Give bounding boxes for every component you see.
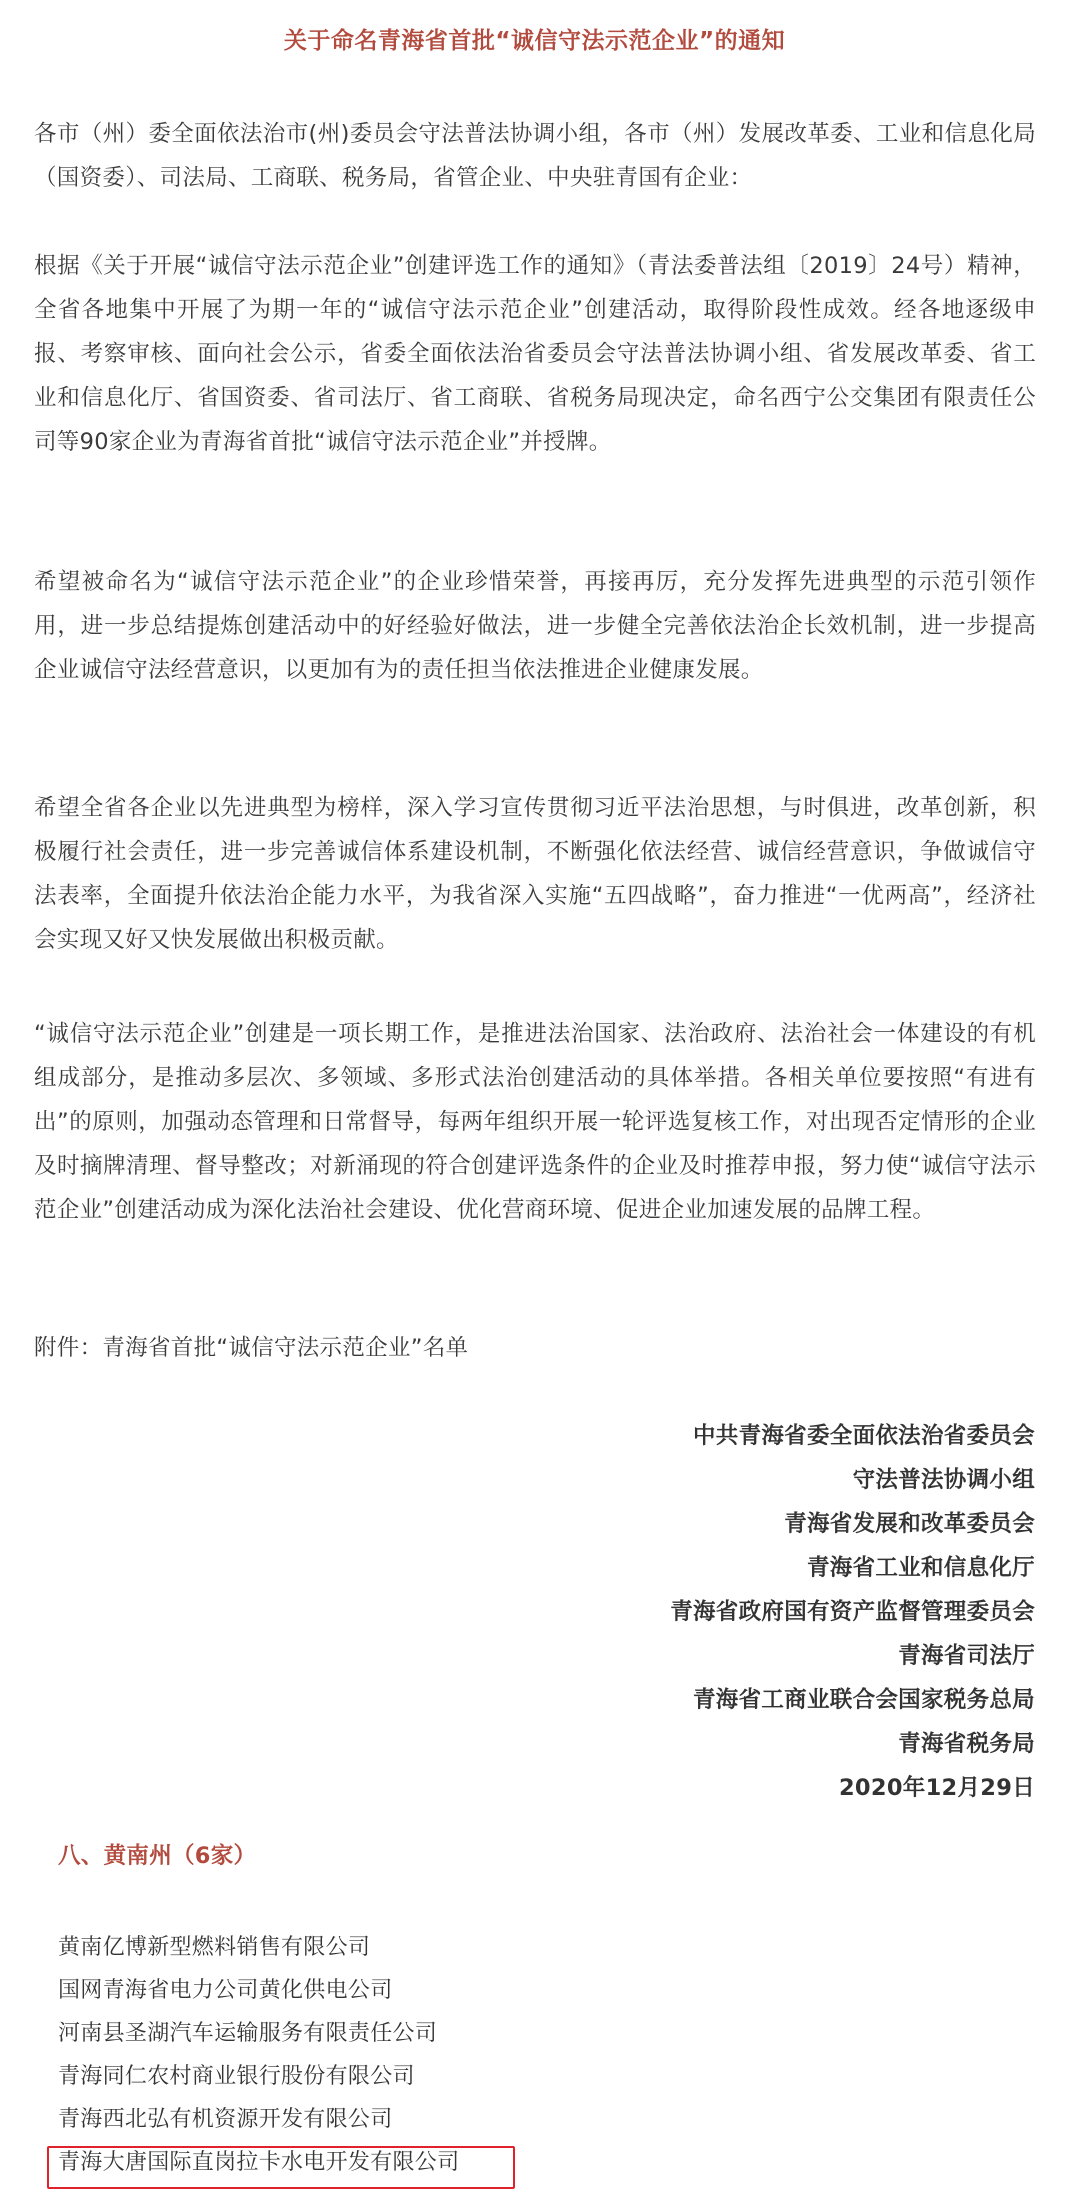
list-item-highlighted: 青海大唐国际直岗拉卡水电开发有限公司 (58, 2150, 460, 2175)
signoff-line: 青海省发展和改革委员会 (784, 1511, 1035, 1537)
list-item: 河南县圣湖汽车运输服务有限责任公司 (58, 2021, 438, 2046)
notice-title: 关于命名青海省首批“诚信守法示范企业”的通知 (283, 28, 786, 54)
section-heading: 八、黄南州（6家） (58, 1843, 257, 1869)
signoff-line: 青海省工商业联合会国家税务总局 (692, 1687, 1035, 1713)
body-paragraph-4: “诚信守法示范企业”创建是一项长期工作，是推进法治国家、法治政府、法治社会一体建设的有机组成部分，是推动多层次、多领域、多形式法治创建活动的具体举措。各相关单位要按照“有进有出”的原则，加强动态管理和日常督导，每两年组织开展一轮评选复核工作，对出现否定情形的企业及时摘牌清理、督导整改；对新涌现的符合创建评选条件的企业及时推荐申报，努力使“诚信守法示范企业”创建活动成为深化法治社会建设、优化营商环境、促进企业加速发展的品牌工程。 (34, 1021, 1036, 1223)
signoff-line: 守法普法协调小组 (852, 1467, 1035, 1493)
signoff-date: 2020年12月29日 (838, 1775, 1035, 1801)
attachment-line: 附件：青海省首批“诚信守法示范企业”名单 (34, 1335, 469, 1361)
body-paragraph-2: 希望被命名为“诚信守法示范企业”的企业珍惜荣誉，再接再厉，充分发挥先进典型的示范引领作用，进一步总结提炼创建活动中的好经验好做法，进一步健全完善依法治企长效机制，进一步提高企业诚信守法经营意识，以更加有为的责任担当依法推进企业健康发展。 (34, 569, 1036, 683)
signoff-line: 青海省工业和信息化厅 (806, 1555, 1035, 1581)
signoff-line: 青海省司法厅 (898, 1643, 1035, 1669)
signoff-line: 青海省政府国有资产监督管理委员会 (670, 1599, 1035, 1625)
signoff-block (335, 1414, 1035, 1810)
signoff-line: 青海省税务局 (898, 1731, 1035, 1757)
body-paragraph-1: 根据《关于开展“诚信守法示范企业”创建评选工作的通知》（青法委普法组〔2019〕24号）精神，全省各地集中开展了为期一年的“诚信守法示范企业”创建活动，取得阶段性成效。经各地逐级申报、考察审核、面向社会公示，省委全面依法治省委员会守法普法协调小组、省发展改革委、省工业和信息化厅、省国资委、省司法厅、省工商联、省税务局现决定，命名西宁公交集团有限责任公司等90家企业为青海省首批“诚信守法示范企业”并授牌。 (34, 253, 1036, 455)
list-item: 青海同仁农村商业银行股份有限公司 (58, 2064, 415, 2089)
list-item: 国网青海省电力公司黄化供电公司 (58, 1978, 393, 2003)
addressee-paragraph: 各市（州）委全面依法治市(州)委员会守法普法协调小组，各市（州）发展改革委、工业和信息化局（国资委）、司法局、工商联、税务局，省管企业、中央驻青国有企业： (34, 121, 1036, 191)
body-paragraph-3: 希望全省各企业以先进典型为榜样，深入学习宣传贯彻习近平法治思想，与时俱进，改革创新，积极履行社会责任，进一步完善诚信体系建设机制，不断强化依法经营、诚信经营意识，争做诚信守法表率，全面提升依法治企能力水平，为我省深入实施“五四战略”，奋力推进“一优两高”，经济社会实现又好又快发展做出积极贡献。 (34, 795, 1036, 953)
highlight-box (47, 2146, 515, 2189)
list-item: 黄南亿博新型燃料销售有限公司 (58, 1935, 371, 1960)
signoff-line: 中共青海省委全面依法治省委员会 (692, 1423, 1035, 1449)
list-item: 青海西北弘有机资源开发有限公司 (58, 2107, 393, 2132)
